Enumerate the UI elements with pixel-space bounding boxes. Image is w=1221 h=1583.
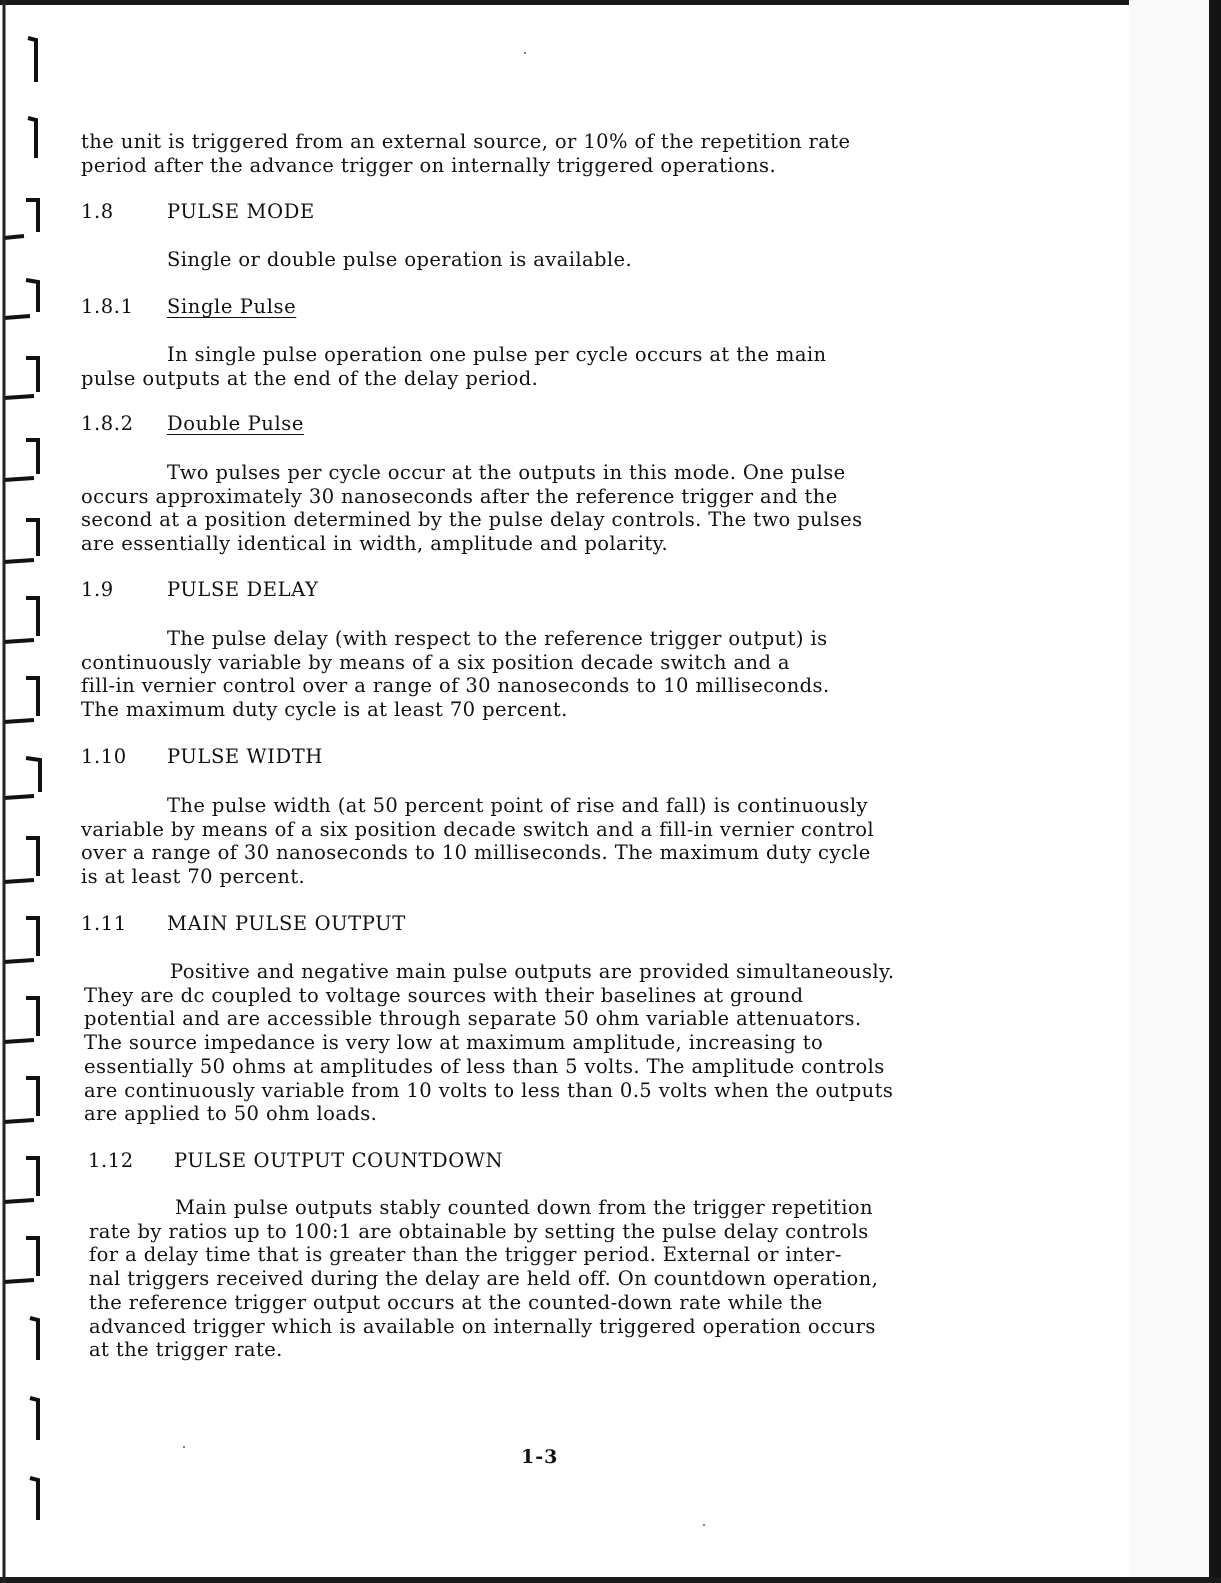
binder-tab-strip xyxy=(0,0,48,1583)
page-number: 1-3 xyxy=(521,1446,559,1468)
body-line: continuously variable by means of a six position decade switch and a xyxy=(81,650,790,674)
section-body-1-8 xyxy=(81,248,632,272)
body-line: Single or double pulse operation is available. xyxy=(167,248,633,271)
body-line: for a delay time that is greater than the trigger period. External or inter- xyxy=(89,1243,842,1267)
body-line: In single pulse operation one pulse per cycle occurs at the main xyxy=(167,343,827,366)
section-heading-1-8 xyxy=(81,200,315,223)
body-line: second at a position determined by the pulse delay controls. The two pulses xyxy=(81,508,863,532)
section-title: PULSE OUTPUT COUNTDOWN xyxy=(174,1149,504,1172)
section-number: 1.8 xyxy=(81,200,114,223)
section-title: PULSE WIDTH xyxy=(167,745,323,768)
scan-edge-right xyxy=(1209,0,1221,1583)
section-title: Single Pulse xyxy=(167,295,297,318)
section-body-1-8-1 xyxy=(81,343,826,390)
section-body-1-10 xyxy=(81,794,874,889)
section-body-1-8-2 xyxy=(81,461,863,556)
body-line: over a range of 30 nanoseconds to 10 milliseconds. The maximum duty cycle xyxy=(81,841,871,865)
section-heading-1-10 xyxy=(81,745,323,768)
section-number: 1.8.1 xyxy=(81,295,134,318)
section-title: PULSE MODE xyxy=(167,200,315,223)
body-line: essentially 50 ohms at amplitudes of less than 5 volts. The amplitude controls xyxy=(84,1054,885,1078)
section-body-1-9 xyxy=(81,627,830,722)
binder-tabs-graphic xyxy=(0,0,48,1583)
section-heading-1-8-1 xyxy=(81,295,296,318)
scan-edge-bottom xyxy=(0,1577,1221,1583)
section-title: Double Pulse xyxy=(167,412,305,435)
body-line: potential and are accessible through separate 50 ohm variable attenuators. xyxy=(84,1007,862,1031)
body-line: pulse outputs at the end of the delay period. xyxy=(81,366,539,390)
body-line: are essentially identical in width, amplitude and polarity. xyxy=(81,532,669,556)
section-body-1-12 xyxy=(89,1196,878,1362)
body-line: nal triggers received during the delay are held off. On countdown operation, xyxy=(89,1267,879,1291)
section-heading-1-8-2 xyxy=(81,412,304,435)
scan-margin-right xyxy=(1129,0,1209,1583)
scan-speck xyxy=(524,52,526,54)
body-line: They are dc coupled to voltage sources with their baselines at ground xyxy=(84,983,804,1007)
scan-speck xyxy=(183,1446,185,1448)
body-line: the reference trigger output occurs at the counted-down rate while the xyxy=(89,1290,823,1314)
intro-line-2: period after the advance trigger on internally triggered operations. xyxy=(81,153,777,177)
section-body-1-11 xyxy=(84,960,894,1126)
intro-paragraph xyxy=(81,130,850,177)
body-line: are applied to 50 ohm loads. xyxy=(84,1102,378,1126)
section-title: PULSE DELAY xyxy=(167,578,319,601)
section-title: MAIN PULSE OUTPUT xyxy=(167,912,406,935)
section-number: 1.8.2 xyxy=(81,412,134,435)
body-line: are continuously variable from 10 volts to less than 0.5 volts when the outputs xyxy=(84,1078,894,1102)
body-line: occurs approximately 30 nanoseconds after the reference trigger and the xyxy=(81,484,838,508)
section-number: 1.9 xyxy=(81,578,114,601)
body-line: The pulse delay (with respect to the reference trigger output) is xyxy=(167,627,828,650)
body-line: The pulse width (at 50 percent point of rise and fall) is continuously xyxy=(167,794,868,817)
body-line: at the trigger rate. xyxy=(89,1338,283,1362)
body-line: The source impedance is very low at maximum amplitude, increasing to xyxy=(84,1031,824,1055)
intro-line-1: the unit is triggered from an external source, or 10% of the repetition rate xyxy=(81,130,851,153)
section-number: 1.12 xyxy=(88,1149,134,1172)
body-line: variable by means of a six position decade switch and a fill-in vernier control xyxy=(81,817,874,841)
section-heading-1-12 xyxy=(88,1149,503,1172)
body-line: is at least 70 percent. xyxy=(81,865,306,889)
body-line: Positive and negative main pulse outputs are provided simultaneously. xyxy=(170,960,895,983)
section-number: 1.11 xyxy=(81,912,127,935)
body-line: Main pulse outputs stably counted down from the trigger repetition xyxy=(175,1196,873,1219)
section-heading-1-11 xyxy=(81,912,406,935)
body-line: Two pulses per cycle occur at the outputs in this mode. One pulse xyxy=(167,461,846,484)
section-heading-1-9 xyxy=(81,578,319,601)
body-line: fill-in vernier control over a range of 30 nanoseconds to 10 milliseconds. xyxy=(81,674,830,698)
scan-speck xyxy=(703,1524,705,1526)
body-line: advanced trigger which is available on internally triggered operation occurs xyxy=(89,1314,876,1338)
body-line: rate by ratios up to 100:1 are obtainable by setting the pulse delay controls xyxy=(89,1219,869,1243)
section-number: 1.10 xyxy=(81,745,127,768)
body-line: The maximum duty cycle is at least 70 percent. xyxy=(81,698,568,722)
scan-edge-top xyxy=(0,0,1221,5)
